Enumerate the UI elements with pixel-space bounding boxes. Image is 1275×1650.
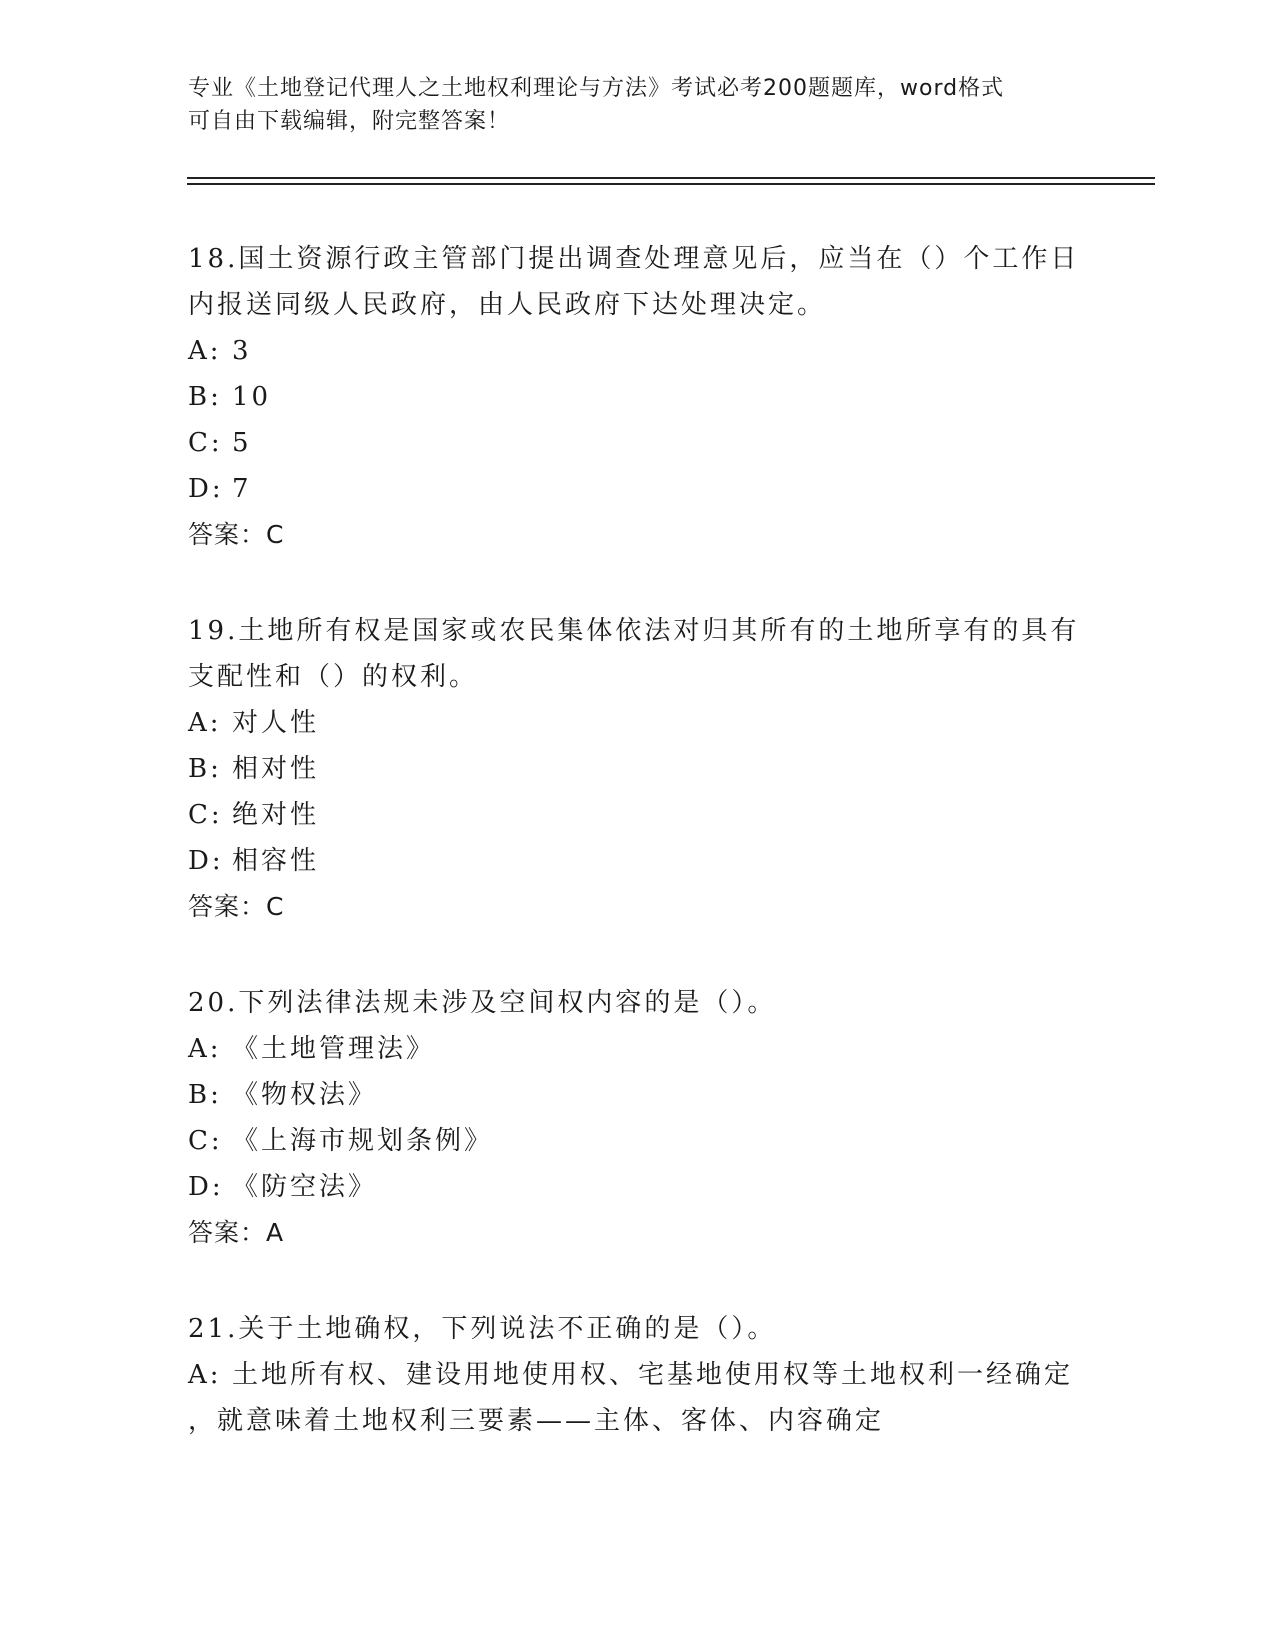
question-21 [188, 1306, 1088, 1444]
option-text: 绝对性 [232, 800, 320, 830]
option-a [188, 700, 1088, 746]
option-key: B: [188, 382, 222, 412]
answer-line: 答案：C [188, 520, 285, 549]
question-stem: 20.下列法律法规未涉及空间权内容的是（）。 [188, 988, 777, 1018]
option-key: A: [188, 1034, 222, 1064]
option-text: 7 [232, 474, 252, 504]
option-c [188, 792, 1088, 838]
option-d [188, 466, 1088, 512]
option-text: 《物权法》 [232, 1080, 378, 1110]
option-text: 土地所有权、建设用地使用权、宅基地使用权等土地权利一经确定 [232, 1360, 1074, 1390]
option-text: 相对性 [232, 754, 320, 784]
option-key: D: [188, 846, 224, 876]
option-text: 5 [232, 428, 252, 458]
option-a [188, 1352, 1088, 1398]
option-a [188, 1026, 1088, 1072]
option-text: 《防空法》 [232, 1172, 378, 1202]
option-b [188, 1072, 1088, 1118]
option-c [188, 420, 1088, 466]
option-key: B: [188, 1080, 222, 1110]
option-key: B: [188, 754, 222, 784]
option-text: 《土地管理法》 [232, 1034, 436, 1064]
option-a-continued: ，就意味着土地权利三要素——主体、客体、内容确定 [188, 1406, 885, 1436]
option-b [188, 746, 1088, 792]
question-19 [188, 608, 1088, 930]
option-key: C: [188, 428, 223, 458]
answer-line: 答案：C [188, 892, 285, 921]
question-stem: 19.土地所有权是国家或农民集体依法对归其所有的土地所享有的具有 [188, 616, 1080, 646]
document-header [188, 72, 1068, 138]
header-divider-top [187, 177, 1155, 179]
question-stem: 21.关于土地确权，下列说法不正确的是（）。 [188, 1314, 777, 1344]
option-key: C: [188, 1126, 223, 1156]
question-stem-continued: 内报送同级人民政府，由人民政府下达处理决定。 [188, 290, 827, 320]
option-key: D: [188, 474, 224, 504]
question-list [188, 236, 1088, 1494]
option-a [188, 328, 1088, 374]
option-d [188, 838, 1088, 884]
header-divider-bottom [187, 183, 1155, 185]
question-20 [188, 980, 1088, 1256]
question-stem-continued: 支配性和（）的权利。 [188, 662, 479, 692]
option-key: A: [188, 708, 222, 738]
question-stem: 18.国土资源行政主管部门提出调查处理意见后，应当在（）个工作日 [188, 244, 1080, 274]
question-18 [188, 236, 1088, 558]
option-text: 《上海市规划条例》 [232, 1126, 494, 1156]
answer-line: 答案：A [188, 1218, 285, 1247]
option-text: 对人性 [232, 708, 320, 738]
option-text: 10 [232, 382, 272, 412]
option-key: C: [188, 800, 223, 830]
option-c [188, 1118, 1088, 1164]
option-b [188, 374, 1088, 420]
option-key: A: [188, 336, 222, 366]
header-title-line-2: 可自由下载编辑，附完整答案！ [188, 109, 511, 134]
header-title-line-1: 专业《土地登记代理人之土地权利理论与方法》考试必考200题题库，word格式 [188, 76, 1005, 101]
option-d [188, 1164, 1088, 1210]
option-key: D: [188, 1172, 224, 1202]
option-text: 相容性 [232, 846, 320, 876]
option-text: 3 [232, 336, 252, 366]
option-key: A: [188, 1360, 222, 1390]
